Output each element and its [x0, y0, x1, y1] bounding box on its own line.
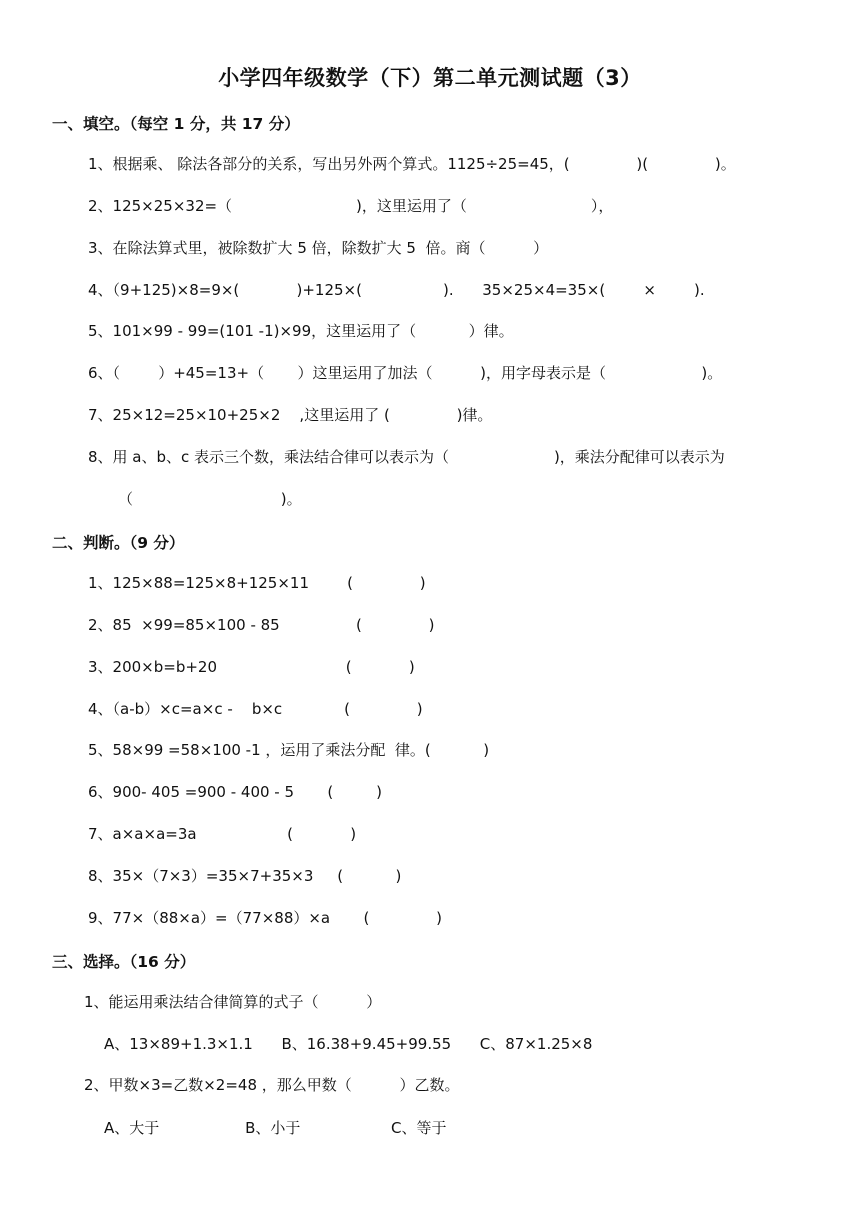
question-line: 2、125×25×32=（ )，这里运用了（ ）， [88, 197, 614, 215]
question-line: 1、125×88=125×8+125×11 ( ) [88, 574, 426, 592]
section-heading-fill-blank: 一、填空。（每空 1 分，共 17 分） [52, 115, 300, 133]
question-line: 5、101×99 - 99=(101 -1)×99，这里运用了（ ）律。 [88, 322, 514, 340]
question-line: 4、（a-b）×c=a×c - b×c ( ) [88, 700, 423, 718]
question-line: 6、900- 405 =900 - 400 - 5 ( ) [88, 783, 383, 801]
question-line: 5、58×99 =58×100 -1 ，运用了乘法分配 律。( ) [88, 741, 490, 759]
question-line: 3、在除法算式里，被除数扩大 5 倍，除数扩大 5 倍。商（ ） [88, 239, 549, 257]
section-heading-choice: 三、选择。（16 分） [52, 953, 196, 971]
question-line: 4、（9+125)×8=9×( )+125×( ). 35×25×4=35×( × ). [88, 281, 705, 299]
choice-options: A、13×89+1.3×1.1 B、16.38+9.45+99.55 C、87×1.25×8 [104, 1035, 593, 1053]
question-line: 1、根据乘、 除法各部分的关系，写出另外两个算式。1125÷25=45，( )( )。 [88, 155, 736, 173]
question-line: 2、甲数×3=乙数×2=48 ，那么甲数（ ）乙数。 [84, 1076, 460, 1094]
choice-options: A、大于 B、小于 C、等于 [104, 1119, 447, 1137]
question-line-continuation: （ )。 [118, 490, 302, 508]
question-line: 8、35×（7×3）=35×7+35×3 ( ) [88, 867, 402, 885]
question-line: 7、a×a×a=3a ( ) [88, 825, 357, 843]
question-line: 3、200×b=b+20 ( ) [88, 658, 415, 676]
question-line: 7、25×12=25×10+25×2 ,这里运用了 ( )律。 [88, 406, 493, 424]
question-line: 6、（ ）+45=13+（ ）这里运用了加法（ )，用字母表示是（ )。 [88, 364, 723, 382]
question-line: 8、用 a、b、c 表示三个数，乘法结合律可以表示为（ )，乘法分配律可以表示为 [88, 448, 725, 466]
page-title: 小学四年级数学（下）第二单元测试题（3） [218, 66, 642, 90]
question-line: 1、能运用乘法结合律简算的式子（ ） [84, 993, 382, 1011]
section-heading-judgement: 二、判断。（9 分） [52, 534, 185, 552]
question-line: 2、85 ×99=85×100 - 85 ( ) [88, 616, 435, 634]
question-line: 9、77×（88×a）=（77×88）×a ( ) [88, 909, 442, 927]
